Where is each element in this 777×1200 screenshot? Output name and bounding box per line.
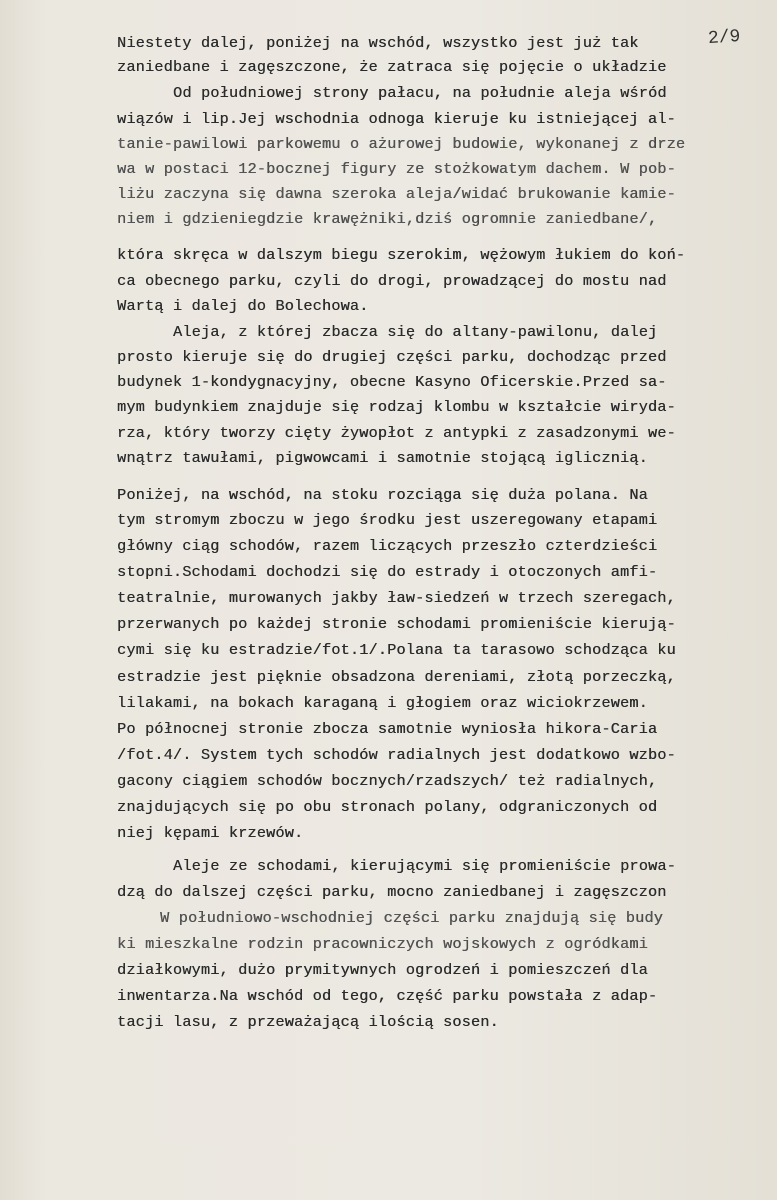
text-line: tanie-pawilowi parkowemu o ażurowej budowie, wykonanej z drze xyxy=(117,135,686,153)
text-line: która skręca w dalszym biegu szerokim, wężowym łukiem do koń- xyxy=(117,246,686,264)
text-line: lilakami, na bokach karaganą i głogiem oraz wiciokrzewem. xyxy=(117,694,648,712)
text-line: niej kępami krzewów. xyxy=(117,824,304,842)
text-line: wnątrz tawułami, pigwowcami i samotnie stojącą iglicznią. xyxy=(117,449,648,467)
text-line: Od południowej strony pałacu, na południe aleja wśród xyxy=(173,84,667,102)
text-line: ca obecnego parku, czyli do drogi, prowadzącej do mostu nad xyxy=(117,272,667,290)
text-line: tym stromym zboczu w jego środku jest uszeregowany etapami xyxy=(117,511,658,529)
text-line: Poniżej, na wschód, na stoku rozciąga się duża polana. Na xyxy=(117,486,648,504)
text-line: Wartą i dalej do Bolechowa. xyxy=(117,297,369,315)
text-line: Po północnej stronie zbocza samotnie wyniosła hikora-Caria xyxy=(117,720,658,738)
text-line: wiązów i lip.Jej wschodnia odnoga kieruje ku istniejącej al- xyxy=(117,110,676,128)
text-line: budynek 1-kondygnacyjny, obecne Kasyno Oficerskie.Przed sa- xyxy=(117,373,667,391)
text-line: Niestety dalej, poniżej na wschód, wszystko jest już tak xyxy=(117,34,639,52)
text-line: teatralnie, murowanych jakby ław-siedzeń w trzech szeregach, xyxy=(117,589,676,607)
text-line: rza, który tworzy cięty żywopłot z antypki z zasadzonymi we- xyxy=(117,424,676,442)
text-line: cymi się ku estradzie/fot.1/.Polana ta tarasowo schodząca ku xyxy=(117,641,676,659)
text-line: inwentarza.Na wschód od tego, część parku powstała z adap- xyxy=(117,987,658,1005)
text-line: przerwanych po każdej stronie schodami promieniście kierują- xyxy=(117,615,676,633)
text-line: mym budynkiem znajduje się rodzaj klombu w kształcie wiryda- xyxy=(117,398,676,416)
text-line: ki mieszkalne rodzin pracowniczych wojskowych z ogródkami xyxy=(117,935,648,953)
text-line: zaniedbane i zagęszczone, że zatraca się pojęcie o układzie xyxy=(117,58,667,76)
text-line: /fot.4/. System tych schodów radialnych jest dodatkowo wzbo- xyxy=(117,746,676,764)
text-line: stopni.Schodami dochodzi się do estrady i otoczonych amfi- xyxy=(117,563,658,581)
page-number: 2/9 xyxy=(707,26,742,50)
text-line: prosto kieruje się do drugiej części parku, dochodząc przed xyxy=(117,348,667,366)
text-line: estradzie jest pięknie obsadzona dereniami, złotą porzeczką, xyxy=(117,668,676,686)
text-line: znajdujących się po obu stronach polany, odgraniczonych od xyxy=(117,798,658,816)
text-line: główny ciąg schodów, razem liczących przeszło czterdzieści xyxy=(117,537,658,555)
text-line: tacji lasu, z przeważającą ilością sosen. xyxy=(117,1013,499,1031)
text-line: Aleja, z której zbacza się do altany-pawilonu, dalej xyxy=(173,323,658,341)
text-line: dzą do dalszej części parku, mocno zaniedbanej i zagęszczon xyxy=(117,883,667,901)
text-line: wa w postaci 12-bocznej figury ze stożkowatym dachem. W pob- xyxy=(117,160,676,178)
text-line: gacony ciągiem schodów bocznych/rzadszych/ też radialnych, xyxy=(117,772,658,790)
text-line: działkowymi, dużo prymitywnych ogrodzeń i pomieszczeń dla xyxy=(117,961,648,979)
text-line: liżu zaczyna się dawna szeroka aleja/widać brukowanie kamie- xyxy=(117,185,676,203)
text-line: W południowo-wschodniej części parku znajdują się budy xyxy=(160,909,663,927)
text-line: Aleje ze schodami, kierującymi się promieniście prowa- xyxy=(173,857,676,875)
text-line: niem i gdzieniegdzie krawężniki,dziś ogromnie zaniedbane/, xyxy=(117,210,658,228)
